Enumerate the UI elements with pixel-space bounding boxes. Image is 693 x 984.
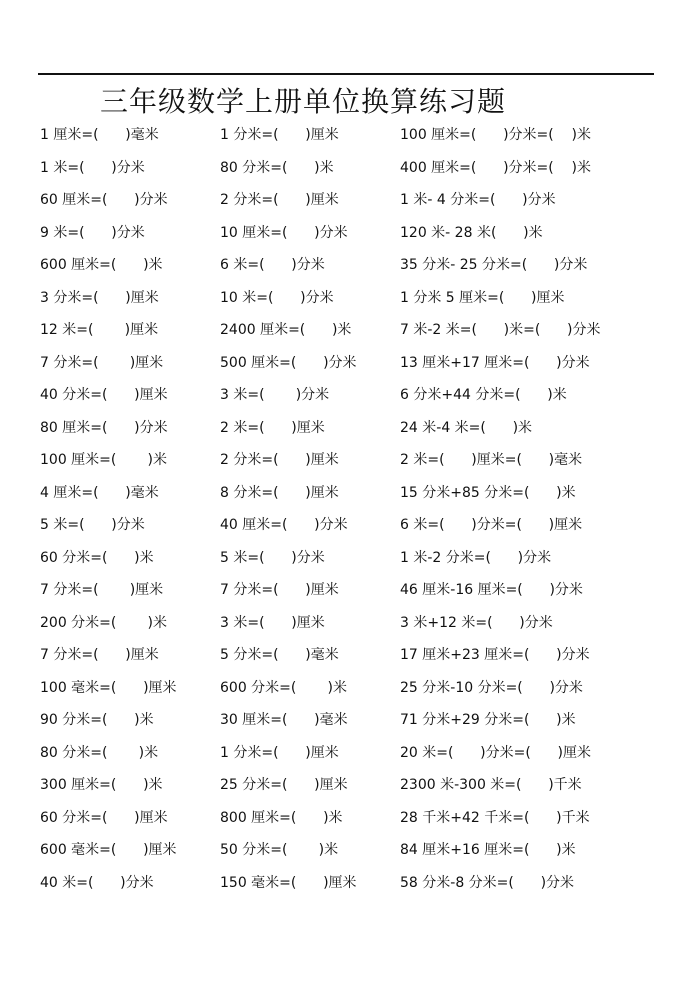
exercise-row [0, 123, 693, 147]
exercise-row [0, 383, 693, 407]
exercise-item: 60 分米=( )厘米 [40, 809, 168, 826]
exercise-item: 100 厘米=( )米 [40, 452, 167, 468]
exercise-row [0, 318, 693, 342]
exercise-item: 58 分米-8 分米=( )分米 [400, 874, 575, 891]
exercise-item: 17 厘米+23 厘米=( )分米 [400, 647, 590, 663]
exercise-item: 7 分米=( )厘米 [40, 647, 159, 663]
exercise-item: 600 毫米=( )厘米 [40, 842, 177, 858]
exercise-item: 80 分米=( )米 [220, 159, 334, 176]
exercise-item: 13 厘米+17 厘米=( )分米 [400, 354, 590, 371]
exercise-item: 60 分米=( )米 [40, 549, 154, 566]
exercise-item: 5 米=( )分米 [220, 549, 325, 566]
exercise-item: 7 米-2 米=( )米=( )分米 [400, 322, 601, 338]
exercise-item: 40 分米=( )厘米 [40, 387, 168, 403]
exercise-item: 100 厘米=( )分米=( )米 [400, 127, 591, 143]
exercise-item: 1 米- 4 分米=( )分米 [400, 192, 556, 208]
exercise-row [0, 773, 693, 797]
exercise-item: 1 分米=( )厘米 [220, 127, 339, 143]
exercise-item: 5 米=( )分米 [40, 517, 145, 533]
exercise-item: 150 毫米=( )厘米 [220, 874, 357, 891]
exercise-row [0, 513, 693, 537]
exercise-item: 71 分米+29 分米=( )米 [400, 712, 576, 728]
exercise-item: 10 米=( )分米 [220, 289, 334, 306]
exercise-item: 25 分米=( )厘米 [220, 777, 348, 793]
exercise-row [0, 156, 693, 180]
exercise-item: 3 米+12 米=( )分米 [400, 614, 553, 631]
exercise-row [0, 708, 693, 732]
exercise-item: 2 分米=( )厘米 [220, 452, 339, 468]
exercise-item: 9 米=( )分米 [40, 224, 145, 241]
exercise-item: 600 分米=( )米 [220, 679, 347, 696]
exercise-row [0, 253, 693, 277]
exercise-item: 1 分米 5 厘米=( )厘米 [400, 289, 565, 306]
exercise-item: 400 厘米=( )分米=( )米 [400, 159, 591, 176]
exercise-item: 50 分米=( )米 [220, 842, 339, 858]
exercise-row [0, 871, 693, 895]
exercise-row [0, 838, 693, 862]
exercise-item: 25 分米-10 分米=( )分米 [400, 679, 583, 696]
exercise-item: 20 米=( )分米=( )厘米 [400, 744, 591, 761]
header-rule [38, 73, 654, 75]
exercise-item: 6 米=( )分米 [220, 257, 325, 273]
exercise-item: 2 米=( )厘米 [220, 419, 325, 436]
exercise-item: 1 米-2 分米=( )分米 [400, 549, 552, 566]
exercise-item: 10 厘米=( )分米 [220, 224, 348, 241]
exercise-item: 7 分米=( )厘米 [40, 582, 164, 598]
exercise-item: 80 厘米=( )分米 [40, 419, 168, 436]
exercise-row [0, 546, 693, 570]
exercise-item: 15 分米+85 分米=( )米 [400, 484, 576, 501]
exercise-row [0, 351, 693, 375]
exercise-row [0, 416, 693, 440]
exercise-item: 30 厘米=( )毫米 [220, 712, 348, 728]
exercise-item: 4 厘米=( )毫米 [40, 484, 159, 501]
exercise-item: 12 米=( )厘米 [40, 322, 159, 338]
exercise-row [0, 643, 693, 667]
exercise-item: 7 分米=( )厘米 [220, 582, 339, 598]
exercise-item: 1 米=( )分米 [40, 159, 145, 176]
exercise-item: 6 分米+44 分米=( )米 [400, 387, 567, 403]
exercise-row [0, 448, 693, 472]
exercise-item: 1 厘米=( )毫米 [40, 127, 159, 143]
exercise-item: 3 米=( )厘米 [220, 614, 325, 631]
exercise-item: 3 米=( )分米 [220, 387, 330, 403]
exercise-item: 100 毫米=( )厘米 [40, 679, 177, 696]
exercise-item: 80 分米=( )米 [40, 744, 159, 761]
exercise-item: 120 米- 28 米( )米 [400, 224, 543, 241]
exercise-row [0, 611, 693, 635]
exercise-item: 2 米=( )厘米=( )毫米 [400, 452, 583, 468]
exercise-item: 200 分米=( )米 [40, 614, 167, 631]
exercise-row [0, 188, 693, 212]
exercise-row [0, 286, 693, 310]
exercise-item: 24 米-4 米=( )米 [400, 419, 533, 436]
exercise-item: 7 分米=( )厘米 [40, 354, 164, 371]
exercise-item: 800 厘米=( )米 [220, 809, 343, 826]
exercise-item: 600 厘米=( )米 [40, 257, 163, 273]
exercise-item: 35 分米- 25 分米=( )分米 [400, 257, 588, 273]
exercise-item: 40 厘米=( )分米 [220, 517, 348, 533]
exercise-item: 2300 米-300 米=( )千米 [400, 777, 582, 793]
exercise-row [0, 806, 693, 830]
exercise-item: 46 厘米-16 厘米=( )分米 [400, 582, 583, 598]
exercise-row [0, 676, 693, 700]
exercise-item: 2400 厘米=( )米 [220, 322, 352, 338]
exercise-item: 28 千米+42 千米=( )千米 [400, 809, 590, 826]
exercise-item: 500 厘米=( )分米 [220, 354, 357, 371]
exercise-item: 5 分米=( )毫米 [220, 647, 339, 663]
exercise-item: 90 分米=( )米 [40, 712, 154, 728]
exercise-item: 40 米=( )分米 [40, 874, 154, 891]
exercise-row [0, 481, 693, 505]
exercise-item: 3 分米=( )厘米 [40, 289, 159, 306]
exercise-item: 8 分米=( )厘米 [220, 484, 339, 501]
exercise-item: 84 厘米+16 厘米=( )米 [400, 842, 576, 858]
exercise-item: 60 厘米=( )分米 [40, 192, 168, 208]
exercise-item: 300 厘米=( )米 [40, 777, 163, 793]
exercise-item: 2 分米=( )厘米 [220, 192, 339, 208]
exercise-item: 6 米=( )分米=( )厘米 [400, 517, 583, 533]
exercise-row [0, 578, 693, 602]
page-title: 三年级数学上册单位换算练习题 [100, 85, 507, 118]
exercise-row [0, 221, 693, 245]
exercise-row [0, 741, 693, 765]
exercise-item: 1 分米=( )厘米 [220, 744, 339, 761]
